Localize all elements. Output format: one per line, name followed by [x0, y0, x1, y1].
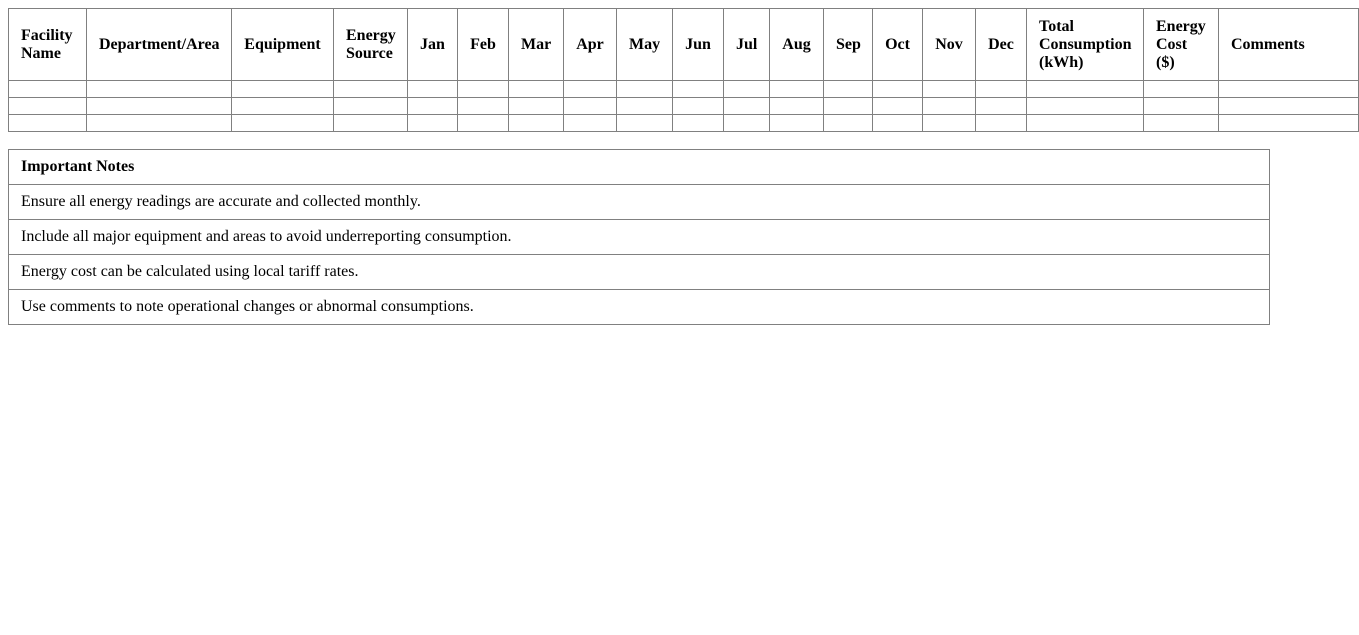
table-cell[interactable]	[617, 81, 673, 98]
column-header-may: May	[617, 9, 673, 81]
table-cell[interactable]	[1219, 98, 1359, 115]
table-cell[interactable]	[408, 81, 458, 98]
table-cell[interactable]	[509, 98, 564, 115]
column-header-jun: Jun	[673, 9, 724, 81]
column-header-dec: Dec	[976, 9, 1027, 81]
table-cell[interactable]	[334, 115, 408, 132]
table-cell[interactable]	[770, 81, 824, 98]
table-cell[interactable]	[770, 98, 824, 115]
table-cell[interactable]	[1027, 98, 1144, 115]
column-header-total-consumption: Total Consumption (kWh)	[1027, 9, 1144, 81]
table-cell[interactable]	[824, 98, 873, 115]
table-row	[9, 81, 1359, 98]
table-cell[interactable]	[1144, 98, 1219, 115]
table-cell[interactable]	[724, 98, 770, 115]
note-item: Energy cost can be calculated using local tariff rates.	[9, 255, 1270, 290]
column-header-oct: Oct	[873, 9, 923, 81]
table-cell[interactable]	[564, 98, 617, 115]
note-item: Include all major equipment and areas to avoid underreporting consumption.	[9, 220, 1270, 255]
important-notes-table	[8, 149, 1270, 325]
table-cell[interactable]	[673, 81, 724, 98]
table-cell[interactable]	[87, 81, 232, 98]
table-cell[interactable]	[923, 115, 976, 132]
table-cell[interactable]	[1144, 115, 1219, 132]
column-header-equipment: Equipment	[232, 9, 334, 81]
table-cell[interactable]	[509, 81, 564, 98]
table-row	[9, 98, 1359, 115]
table-cell[interactable]	[1027, 115, 1144, 132]
table-cell[interactable]	[87, 98, 232, 115]
table-cell[interactable]	[458, 115, 509, 132]
column-header-energy-source: Energy Source	[334, 9, 408, 81]
table-cell[interactable]	[408, 115, 458, 132]
table-cell[interactable]	[976, 115, 1027, 132]
table-cell[interactable]	[724, 81, 770, 98]
table-cell[interactable]	[824, 81, 873, 98]
notes-title: Important Notes	[9, 150, 1270, 185]
column-header-nov: Nov	[923, 9, 976, 81]
table-cell[interactable]	[564, 81, 617, 98]
table-cell[interactable]	[458, 81, 509, 98]
energy-consumption-table	[8, 8, 1359, 132]
table-cell[interactable]	[1219, 81, 1359, 98]
column-header-apr: Apr	[564, 9, 617, 81]
column-header-comments: Comments	[1219, 9, 1359, 81]
table-cell[interactable]	[824, 115, 873, 132]
table-cell[interactable]	[232, 115, 334, 132]
column-header-facility-name: Facility Name	[9, 9, 87, 81]
table-cell[interactable]	[334, 81, 408, 98]
note-row	[9, 185, 1270, 220]
table-cell[interactable]	[873, 81, 923, 98]
table-cell[interactable]	[873, 98, 923, 115]
table-row	[9, 115, 1359, 132]
table-cell[interactable]	[408, 98, 458, 115]
column-header-jul: Jul	[724, 9, 770, 81]
table-cell[interactable]	[9, 81, 87, 98]
note-row	[9, 255, 1270, 290]
notes-header-row	[9, 150, 1270, 185]
column-header-mar: Mar	[509, 9, 564, 81]
column-header-feb: Feb	[458, 9, 509, 81]
table-cell[interactable]	[1027, 81, 1144, 98]
table-cell[interactable]	[873, 115, 923, 132]
table-cell[interactable]	[770, 115, 824, 132]
note-item: Ensure all energy readings are accurate and collected monthly.	[9, 185, 1270, 220]
table-cell[interactable]	[976, 98, 1027, 115]
note-row	[9, 290, 1270, 325]
table-cell[interactable]	[923, 81, 976, 98]
table-cell[interactable]	[9, 98, 87, 115]
column-header-aug: Aug	[770, 9, 824, 81]
table-cell[interactable]	[458, 98, 509, 115]
table-cell[interactable]	[724, 115, 770, 132]
table-cell[interactable]	[1219, 115, 1359, 132]
column-header-energy-cost: Energy Cost ($)	[1144, 9, 1219, 81]
table-cell[interactable]	[564, 115, 617, 132]
column-header-department-area: Department/Area	[87, 9, 232, 81]
column-header-jan: Jan	[408, 9, 458, 81]
table-cell[interactable]	[617, 115, 673, 132]
table-header-row	[9, 9, 1359, 81]
column-header-sep: Sep	[824, 9, 873, 81]
table-cell[interactable]	[673, 98, 724, 115]
table-body	[9, 81, 1359, 132]
table-cell[interactable]	[9, 115, 87, 132]
table-cell[interactable]	[923, 98, 976, 115]
table-cell[interactable]	[509, 115, 564, 132]
table-cell[interactable]	[1144, 81, 1219, 98]
note-item: Use comments to note operational changes or abnormal consumptions.	[9, 290, 1270, 325]
table-cell[interactable]	[673, 115, 724, 132]
table-cell[interactable]	[232, 81, 334, 98]
table-cell[interactable]	[617, 98, 673, 115]
table-cell[interactable]	[232, 98, 334, 115]
note-row	[9, 220, 1270, 255]
table-cell[interactable]	[87, 115, 232, 132]
table-cell[interactable]	[334, 98, 408, 115]
table-cell[interactable]	[976, 81, 1027, 98]
